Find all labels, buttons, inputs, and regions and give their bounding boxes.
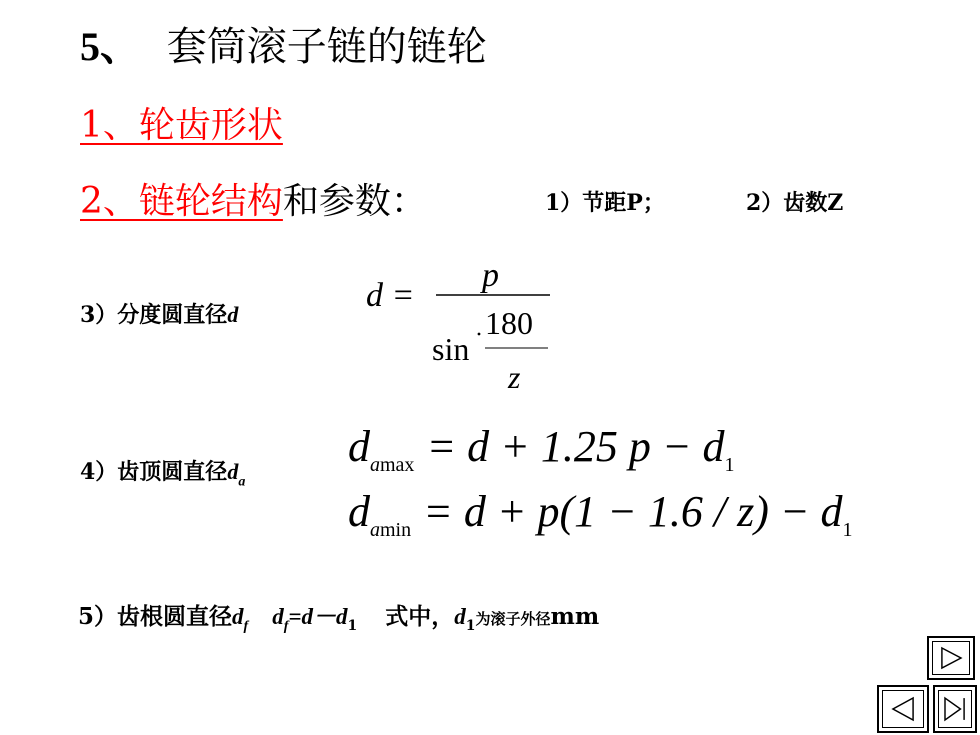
f3-lhs: d = <box>366 277 415 314</box>
tip-diameter-max: $d_{amax} = d + 1.25$ $p - d_1$ <box>348 422 735 476</box>
structure-link[interactable]: 2、链轮结构 <box>80 181 283 222</box>
item-tip-diameter <box>80 458 245 496</box>
item4-label: 4）齿顶圆直径 <box>80 459 228 485</box>
param-pitch: 1）节距P； <box>545 190 665 216</box>
prev-slide-button[interactable] <box>877 685 929 733</box>
min-rhs: = d + p(1 − 1.6 / z) − d <box>423 487 843 536</box>
root-formula: $d_f=d-d_1$ <box>272 604 358 634</box>
slide-title <box>80 22 487 72</box>
pitch-diameter-formula <box>360 250 570 400</box>
item5-label: 5）齿根圆直径 <box>78 603 233 630</box>
item4-sub: a <box>238 474 246 490</box>
f3-numerator: p <box>482 257 499 294</box>
root-note: 式中，$d_1$为滚子外径mm <box>385 603 600 634</box>
f3-sin: sin <box>432 331 470 367</box>
f3-180: 180 <box>485 305 533 341</box>
item3-symbol: d <box>227 302 239 327</box>
title-number: 5、 <box>80 24 140 69</box>
f3-dot <box>478 333 481 336</box>
heading-tooth-shape[interactable] <box>80 103 283 149</box>
last-slide-button[interactable] <box>933 685 977 733</box>
f3-z: z <box>508 359 521 395</box>
structure-rest: 和参数： <box>282 181 427 222</box>
next-slide-button[interactable] <box>927 636 975 680</box>
item-root-diameter: 5）齿根圆直径$d_f$ $d_f=d-d_1$ 式中，$d_1$为滚子外径mm <box>78 603 600 634</box>
heading-structure <box>80 179 427 225</box>
tooth-shape-link[interactable]: 1、轮齿形状 <box>80 105 283 146</box>
item3-label: 3）分度圆直径 <box>80 302 228 328</box>
tip-diameter-min: $d_{amin} = d + p(1 - 1.6 / z) - d_1$ <box>348 487 853 541</box>
next-arrow-icon <box>929 638 973 678</box>
max-rhs: = d + 1.25 p − d <box>426 422 725 471</box>
item-pitch-diameter <box>80 301 238 329</box>
last-page-icon <box>935 687 975 731</box>
prev-arrow-icon <box>879 687 927 731</box>
param-teeth: 2）齿数Z <box>746 190 844 216</box>
item4-symbol: d <box>227 459 239 484</box>
title-text: 套筒滚子链的链轮 <box>166 24 487 70</box>
